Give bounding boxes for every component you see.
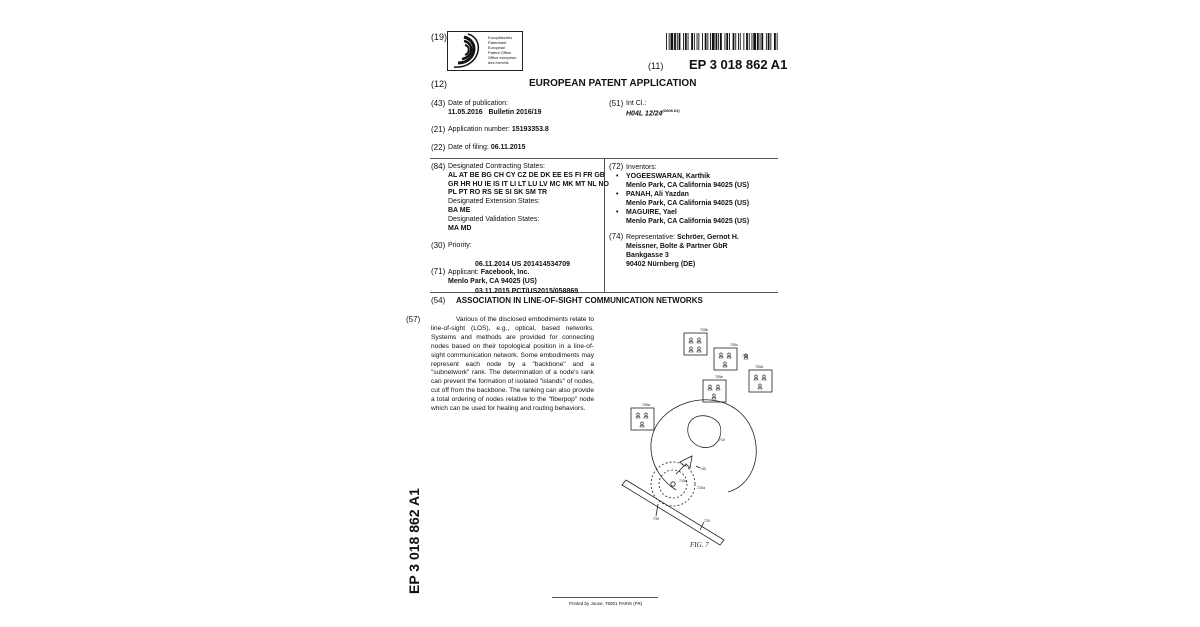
inid-11: (11) bbox=[648, 61, 664, 71]
priority-label: Priority: bbox=[448, 242, 472, 249]
person-body-icon bbox=[719, 356, 723, 358]
person-body-icon bbox=[744, 357, 748, 359]
person-body-icon bbox=[636, 416, 640, 418]
barcode-bar bbox=[725, 33, 726, 50]
barcode-bar bbox=[729, 33, 730, 50]
person-head-icon bbox=[645, 413, 648, 416]
person-body-icon bbox=[644, 416, 648, 418]
barcode-bar bbox=[691, 33, 693, 50]
label-715a: 715a bbox=[679, 479, 687, 483]
representative: Representative: Schröer, Gernot H. Meissner, Bolte & Partner GbR Bankgasse 3 90402 Nürnberg (DE) bbox=[626, 234, 739, 268]
barcode-bar bbox=[760, 33, 761, 50]
barcode-bar bbox=[698, 33, 699, 50]
abstract: (57) Various of the disclosed embodiments relate to line-of-sight (LOS), e.g., optical, based networks. Systems and methods are provided for connecting nodes based on their topological position in a line-of-sight communication network. Some embodiments may represent each node by a "backbone" and a "subnetwork" rank. The determination of a node's rank can prevent the formation of isolated "islands" of nodes, cut off from the backbone. The ranking can also provide a total ordering of nodes relative to the "fiberpop" node which can be used for healing and routing behaviors. bbox=[406, 315, 594, 413]
barcode bbox=[666, 33, 778, 50]
person-body-icon bbox=[697, 350, 701, 352]
person-head-icon bbox=[641, 422, 644, 425]
people-icons bbox=[636, 338, 766, 427]
person-head-icon bbox=[698, 338, 701, 341]
person-head-icon bbox=[690, 347, 693, 350]
inid-57: (57) bbox=[406, 315, 421, 324]
barcode-bar bbox=[720, 33, 722, 50]
person-body-icon bbox=[723, 365, 727, 367]
barcode-bar bbox=[702, 33, 703, 50]
inid-51: (51) bbox=[609, 99, 624, 108]
app-number: Application number: 15193353.8 bbox=[448, 126, 549, 133]
barcode-bar bbox=[694, 33, 695, 50]
inid-84: (84) bbox=[431, 162, 446, 171]
node-box-705b bbox=[684, 333, 707, 355]
inid-71: (71) bbox=[431, 267, 446, 276]
intcl-label: Int Cl.: bbox=[626, 100, 647, 107]
barcode-bar bbox=[752, 33, 753, 50]
person-head-icon bbox=[717, 385, 720, 388]
person-head-icon bbox=[698, 347, 701, 350]
person-body-icon bbox=[712, 397, 716, 399]
barcode-bar bbox=[685, 33, 687, 50]
person-head-icon bbox=[728, 353, 731, 356]
inventor-1-name: • YOGEESWARAN, Karthik bbox=[626, 172, 749, 181]
person-head-icon bbox=[637, 413, 640, 416]
barcode-bar bbox=[749, 33, 750, 50]
loop-path bbox=[651, 400, 756, 492]
barcode-bar bbox=[671, 33, 674, 50]
person-body-icon bbox=[758, 387, 762, 389]
barcode-bar bbox=[740, 33, 741, 50]
barcode-bar bbox=[746, 33, 748, 50]
barcode-bar bbox=[712, 33, 715, 50]
barcode-bar bbox=[761, 33, 763, 50]
intcl-value: H04L $12/24^{(2006.01)}$ bbox=[626, 108, 680, 118]
label-720: 720 bbox=[704, 519, 710, 523]
person-head-icon bbox=[755, 375, 758, 378]
footer-rule bbox=[552, 597, 658, 598]
inid-30: (30) bbox=[431, 241, 446, 250]
inid-54: (54) bbox=[431, 296, 446, 305]
barcode-bar bbox=[669, 33, 670, 50]
barcode-bar bbox=[707, 33, 708, 50]
barcode-bar bbox=[677, 33, 678, 50]
barcode-bar bbox=[777, 33, 778, 50]
inid-19: (19) bbox=[431, 32, 448, 42]
inventor-3-name: • MAGUIRE, Yael bbox=[626, 208, 749, 217]
person-head-icon bbox=[713, 394, 716, 397]
inventor-2-name: • PANAH, Ali Yazdan bbox=[626, 190, 749, 199]
inventors: Inventors: • YOGEESWARAN, Karthik Menlo Park, CA California 94025 (US) • PANAH, Ali Yazdan Menlo Park, CA California 94025 (US) • MAGUIRE, Yael Menlo Park, CA California 94025 (US) bbox=[626, 163, 749, 226]
epo-logo bbox=[447, 31, 523, 71]
fiber-bar bbox=[622, 480, 724, 545]
barcode-bar bbox=[743, 33, 744, 50]
label-740: 740 bbox=[700, 467, 706, 471]
barcode-bar bbox=[697, 33, 698, 50]
barcode-bar bbox=[753, 33, 756, 50]
office-name-lines: Europäisches Patentamt European Patent Office Office européen des brevets bbox=[488, 35, 517, 65]
publication-number: EP 3 018 862 A1 bbox=[689, 57, 788, 72]
arrow-shape bbox=[676, 456, 692, 474]
inid-22: (22) bbox=[431, 143, 446, 152]
barcode-bar bbox=[705, 33, 707, 50]
pub-date-value: 11.05.2016 Bulletin 2016/19 bbox=[448, 109, 542, 116]
person-body-icon bbox=[716, 388, 720, 390]
barcode-bar bbox=[674, 33, 676, 50]
printer-note: Printed by Jouve, 75001 PARIS (FR) bbox=[569, 601, 643, 606]
designated-states: Designated Contracting States: AL AT BE BG CH CY CZ DE DK EE ES FI FR GB GR HR HU IE IS IT LI LT LU LV MC MK MT NL NO PL PT RO RS SE SI SK SM TR Designated Extension States: BA ME Designated Validation States: MA MD bbox=[448, 163, 609, 232]
label-705b: 705b bbox=[700, 328, 708, 332]
filing-date: Date of filing: 06.11.2015 bbox=[448, 144, 526, 151]
person-body-icon bbox=[640, 425, 644, 427]
barcode-bar bbox=[733, 33, 735, 50]
inner-coverage-circle bbox=[659, 470, 687, 498]
barcode-bar bbox=[710, 33, 711, 50]
inid-43: (43) bbox=[431, 99, 446, 108]
fiberpop-node bbox=[671, 482, 675, 486]
barcode-bar bbox=[757, 33, 759, 50]
person-body-icon bbox=[727, 356, 731, 358]
label-720a: 720a bbox=[697, 486, 705, 490]
inid-72: (72) bbox=[609, 162, 624, 171]
inner-island bbox=[688, 416, 721, 448]
label-705a: 705a bbox=[642, 403, 650, 407]
person-body-icon bbox=[697, 341, 701, 343]
inid-74: (74) bbox=[609, 232, 624, 241]
person-head-icon bbox=[690, 338, 693, 341]
invention-title: ASSOCIATION IN LINE-OF-SIGHT COMMUNICATION NETWORKS bbox=[456, 296, 703, 305]
barcode-bar bbox=[679, 33, 681, 50]
barcode-bar bbox=[735, 33, 736, 50]
priority-list: 06.11.2014 US 201414534709 03.11.2015 PCT/US2015/058869 bbox=[475, 261, 579, 295]
label-705d: 705d bbox=[755, 365, 763, 369]
label-705e: 705e bbox=[715, 375, 723, 379]
barcode-bar bbox=[716, 33, 718, 50]
barcode-bar bbox=[766, 33, 767, 50]
person-body-icon bbox=[762, 378, 766, 380]
barcode-bar bbox=[688, 33, 689, 50]
person-body-icon bbox=[754, 378, 758, 380]
label-705c: 705c bbox=[730, 343, 738, 347]
applicant: Applicant: Facebook, Inc. Menlo Park, CA 94025 (US) bbox=[448, 269, 537, 285]
label-710: 710 bbox=[719, 438, 725, 442]
person-body-icon bbox=[708, 388, 712, 390]
barcode-bar bbox=[683, 33, 684, 50]
person-head-icon bbox=[720, 353, 723, 356]
barcode-graphic bbox=[666, 33, 778, 50]
person-head-icon bbox=[709, 385, 712, 388]
figure-7 bbox=[618, 322, 778, 554]
figure-caption: FIG. 7 bbox=[690, 541, 709, 549]
barcode-bar bbox=[666, 33, 667, 50]
epo-emblem-icon bbox=[450, 33, 484, 69]
barcode-bar bbox=[718, 33, 719, 50]
document-type: EUROPEAN PATENT APPLICATION bbox=[529, 78, 697, 89]
person-body-icon bbox=[689, 341, 693, 343]
barcode-bar bbox=[738, 33, 739, 50]
figure-drawing bbox=[618, 322, 778, 554]
barcode-bar bbox=[726, 33, 728, 50]
label-755: 755 bbox=[742, 354, 748, 358]
person-body-icon bbox=[689, 350, 693, 352]
barcode-bar bbox=[770, 33, 771, 50]
person-head-icon bbox=[724, 362, 727, 365]
person-head-icon bbox=[763, 375, 766, 378]
inid-12: (12) bbox=[431, 79, 448, 89]
person-head-icon bbox=[759, 384, 762, 387]
pub-date-label: Date of publication: bbox=[448, 100, 508, 107]
barcode-bar bbox=[768, 33, 770, 50]
label-730: 730 bbox=[653, 517, 659, 521]
side-publication-number: EP 3 018 862 A1 bbox=[406, 488, 422, 594]
barcode-bar bbox=[774, 33, 776, 50]
inid-21: (21) bbox=[431, 125, 446, 134]
